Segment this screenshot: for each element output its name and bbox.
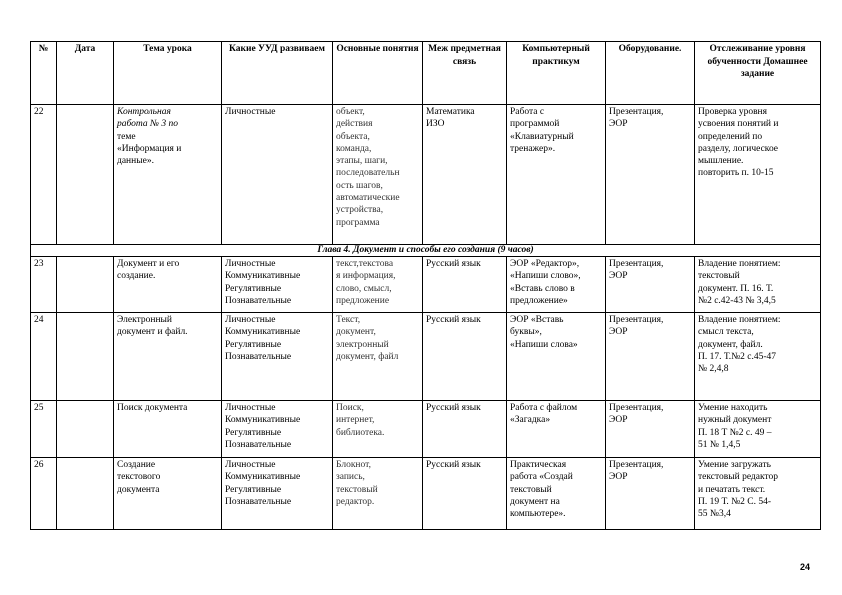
row-tracking-line: текстовый [698,271,740,282]
row-equipment-line: Презентация, [609,403,664,413]
row-practice-line: предложение» [510,295,568,306]
row-inter [423,105,507,245]
row-topic-line: документа [117,484,160,495]
row-tracking-line: П. 19 Т. №2 С. 54- [698,496,772,507]
header-inter: Меж предметная связь [423,42,507,105]
row-tracking-line: Умение находить [698,403,768,413]
row-uud [222,313,333,401]
row-tracking-line: Владение понятием: [698,315,781,325]
row-concepts-line: предложение [336,295,390,306]
row-topic-line: документ и файл. [117,327,188,338]
row-concepts [333,105,423,245]
row-tracking-line: повторить п. 10-15 [698,168,774,179]
row-tracking-line: Проверка уровня [698,107,768,117]
row-tracking-line: 55 №3,4 [698,509,731,520]
row-num: 24 [31,313,57,401]
row-date [57,257,114,313]
row-tracking-line: документ, файл. [698,339,763,350]
row-uud-line: Личностные [225,460,276,470]
row-topic-line: Контрольная [117,107,171,117]
row-equipment-line: Презентация, [609,315,664,325]
row-inter-line: ИЗО [426,119,445,130]
row-concepts-line: последовательн [336,168,400,179]
row-practice-line: программой [510,119,560,130]
row-num: 23 [31,257,57,313]
row-equipment-line: ЭОР [609,415,628,426]
row-concepts-line: действия [336,119,373,130]
row-num: 22 [31,105,57,245]
row-uud [222,401,333,458]
row-equipment [606,401,695,458]
row-practice-line: документ на [510,496,560,507]
row-equipment-line: Презентация, [609,259,664,269]
row-practice [507,401,606,458]
row-inter-line: Русский язык [426,315,481,325]
row-concepts-line: Поиск, [336,403,364,413]
row-practice-line: работа «Создай [510,472,573,483]
row-uud-line: Коммуникативные [225,327,301,338]
row-topic-line: данные». [117,156,154,167]
header-row [31,42,821,105]
row-concepts-line: Блокнот, [336,460,371,470]
row-practice-line: «Загадка» [510,415,551,426]
row-concepts-line: ость шагов, [336,180,383,191]
row-tracking-line: №2 с.42-43 № 3,4,5 [698,295,776,306]
row-concepts-line: документ, [336,327,376,338]
row-topic [114,257,222,313]
row-uud-line: Познавательные [225,295,292,306]
row-tracking-line: нужный документ [698,415,772,426]
header-num: № [31,42,57,105]
row-inter [423,458,507,530]
row-concepts-line: запись, [336,472,365,483]
row-practice [507,257,606,313]
row-tracking-line: П. 18 Т №2 с. 49 – [698,427,772,438]
row-tracking-line: смысл текста, [698,327,754,338]
row-concepts [333,313,423,401]
row-tracking-line: определений по [698,131,763,142]
table-row [31,458,821,530]
row-equipment [606,458,695,530]
row-concepts-line: документ, файл [336,351,399,362]
row-practice-line: буквы», [510,327,542,338]
row-tracking [695,401,821,458]
row-practice-line: текстовый [510,484,552,495]
row-equipment [606,313,695,401]
row-topic-line: теме [117,131,136,142]
row-num: 25 [31,401,57,458]
row-num: 26 [31,458,57,530]
row-practice-line: Работа с [510,107,545,117]
row-equipment-line: ЭОР [609,327,628,338]
row-tracking-line: разделу, логическое [698,143,779,154]
header-date: Дата [57,42,114,105]
table-row [31,105,821,245]
row-practice-line: компьютере». [510,509,566,520]
row-topic [114,313,222,401]
row-inter-line: Русский язык [426,460,481,470]
row-practice [507,458,606,530]
header-topic: Тема урока [114,42,222,105]
row-concepts-line: объекта, [336,131,370,142]
row-concepts-line: текст,текстова [336,259,394,269]
row-concepts-line: Текст, [336,315,361,325]
row-uud-line: Регулятивные [225,339,282,350]
row-tracking-line: 51 № 1,4,5 [698,439,741,450]
row-concepts-line: редактор. [336,496,375,507]
row-uud-line: Личностные [225,403,276,413]
row-equipment [606,257,695,313]
row-practice-line: Практическая [510,460,567,470]
row-practice [507,313,606,401]
row-uud [222,257,333,313]
row-topic-line: Документ и его [117,259,180,269]
row-concepts-line: автоматические [336,193,400,204]
row-inter [423,257,507,313]
row-practice-line: Работа с файлом [510,403,578,413]
row-uud-line: Регулятивные [225,427,282,438]
chapter-title: Глава 4. Документ и способы его создания (9 часов) [31,245,821,257]
row-concepts-line: я информация, [336,271,396,282]
row-practice-line: «Напиши слово», [510,271,581,282]
row-practice [507,105,606,245]
row-concepts-line: интернет, [336,415,375,426]
row-tracking-line: № 2,4,8 [698,364,729,375]
row-topic-line: работа № 3 по [117,119,178,130]
header-concepts: Основные понятия [333,42,423,105]
row-tracking-line: П. 17. Т.№2 с.45-47 [698,351,777,362]
row-uud-line: Познавательные [225,496,292,507]
row-concepts [333,257,423,313]
row-uud-line: Коммуникативные [225,271,301,282]
row-equipment-line: ЭОР [609,472,628,483]
row-topic-line: «Информация и [117,143,182,154]
header-uud: Какие УУД развиваем [222,42,333,105]
row-uud-line: Личностные [225,315,276,325]
row-tracking-line: Умение загружать [698,460,772,470]
row-concepts-line: этапы, шаги, [336,156,388,167]
row-concepts-line: библиотека. [336,427,385,438]
row-topic [114,401,222,458]
row-equipment-line: Презентация, [609,107,664,117]
row-topic-line: Поиск документа [117,403,188,413]
row-topic-line: создание. [117,271,156,282]
row-tracking-line: документ. П. 16. Т. [698,283,774,294]
row-uud [222,105,333,245]
row-uud-line: Познавательные [225,439,292,450]
row-topic-line: текстового [117,472,161,483]
row-equipment-line: Презентация, [609,460,664,470]
row-tracking-line: текстовый редактор [698,472,778,483]
header-practice: Компьютерный практикум [507,42,606,105]
row-concepts [333,458,423,530]
row-tracking [695,313,821,401]
row-tracking-line: Владение понятием: [698,259,781,269]
row-date [57,313,114,401]
row-date [57,458,114,530]
row-concepts-line: программа [336,217,380,228]
row-equipment-line: ЭОР [609,271,628,282]
row-tracking-line: и печатать текст. [698,484,766,495]
row-uud-line: Регулятивные [225,283,282,294]
row-practice-line: тренажер». [510,143,556,154]
row-topic-line: Электронный [117,315,172,325]
row-concepts-line: объект, [336,107,365,117]
row-concepts-line: текстовый [336,484,378,495]
row-concepts-line: команда, [336,143,372,154]
row-equipment [606,105,695,245]
row-tracking-line: усвоения понятий и [698,119,779,130]
row-practice-line: «Напиши слова» [510,339,578,350]
row-uud-line: Коммуникативные [225,472,301,483]
row-inter-line: Математика [426,107,475,117]
row-topic [114,105,222,245]
row-concepts [333,401,423,458]
header-tracking: Отслеживание уровня обученности Домашнее задание [695,42,821,105]
table-row [31,401,821,458]
row-uud-line: Познавательные [225,351,292,362]
page-number: 24 [800,562,811,572]
row-uud [222,458,333,530]
row-practice-line: «Клавиатурный [510,131,574,142]
row-inter-line: Русский язык [426,259,481,269]
table-row [31,313,821,401]
row-topic-line: Создание [117,460,156,470]
row-date [57,105,114,245]
row-tracking [695,257,821,313]
row-inter [423,401,507,458]
table-row [31,257,821,313]
row-concepts-line: устройства, [336,205,384,216]
row-practice-line: «Вставь слово в [510,283,575,294]
row-date [57,401,114,458]
row-concepts-line: слово, смысл, [336,283,392,294]
row-inter-line: Русский язык [426,403,481,413]
row-practice-line: ЭОР «Вставь [510,315,564,325]
header-equipment: Оборудование. [606,42,695,105]
row-tracking [695,458,821,530]
row-practice-line: ЭОР «Редактор», [510,259,580,269]
row-equipment-line: ЭОР [609,119,628,130]
row-concepts-line: электронный [336,339,389,350]
row-tracking-line: мышление. [698,156,744,167]
row-uud-line: Коммуникативные [225,415,301,426]
lesson-plan-table [30,41,821,530]
row-uud-line: Личностные [225,107,276,117]
row-topic [114,458,222,530]
chapter-row [31,245,821,257]
row-inter [423,313,507,401]
row-uud-line: Регулятивные [225,484,282,495]
row-tracking [695,105,821,245]
row-uud-line: Личностные [225,259,276,269]
